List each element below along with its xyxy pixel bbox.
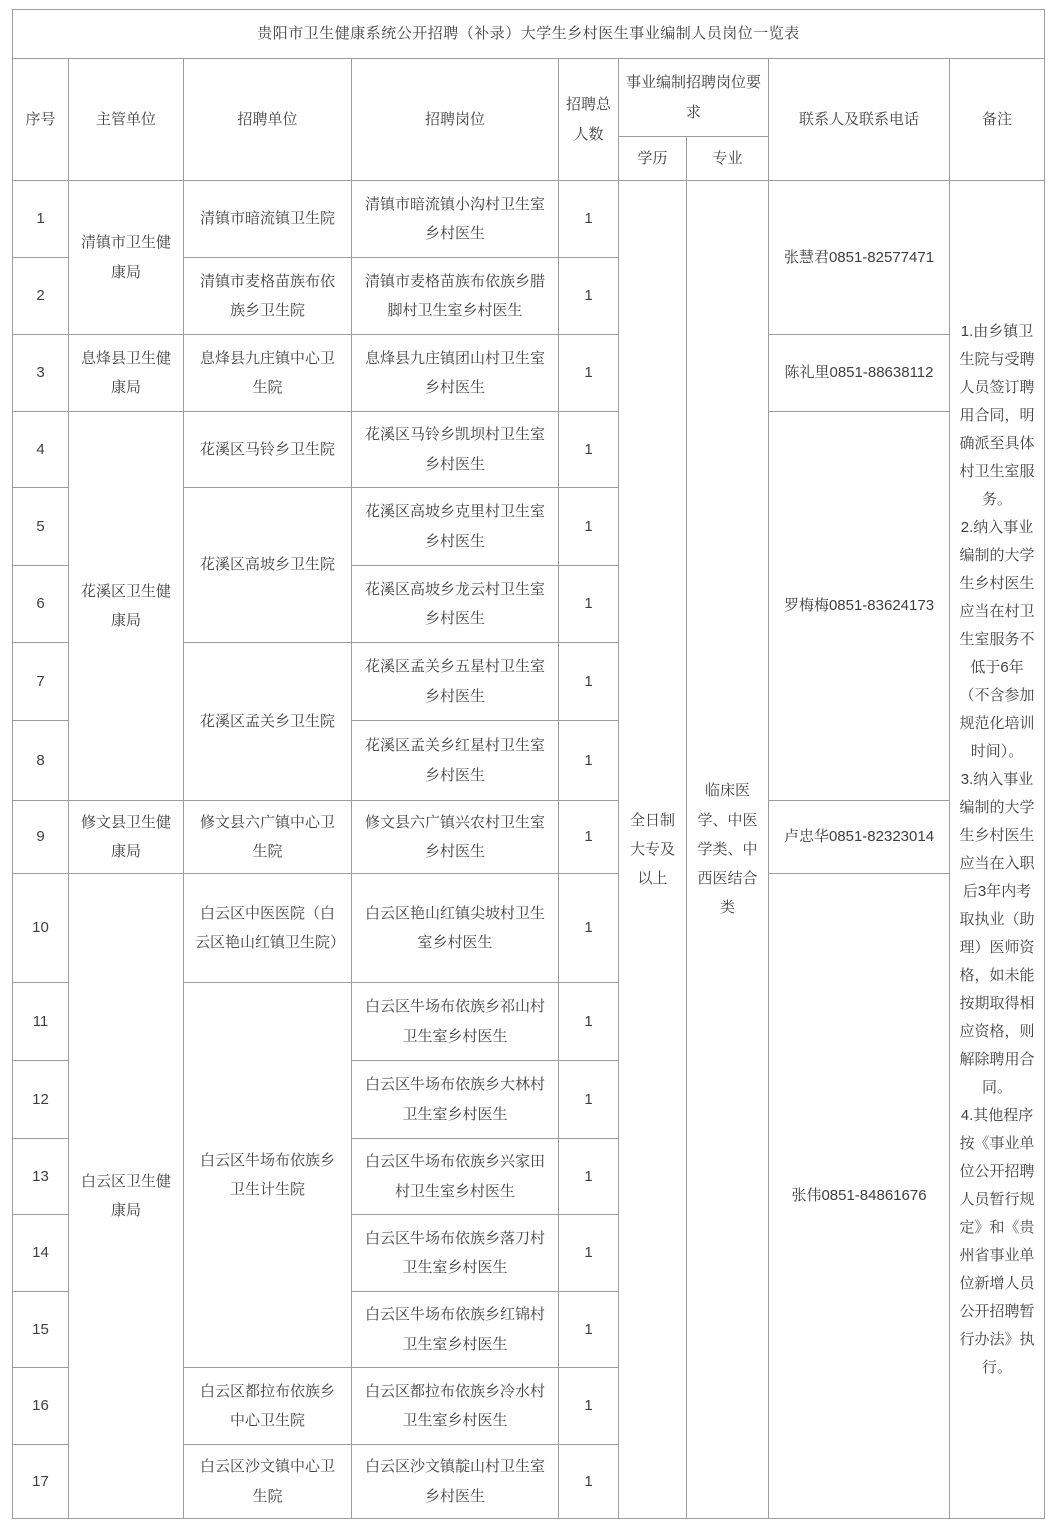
cell-count: 1 <box>559 1061 619 1139</box>
cell-count: 1 <box>559 1139 619 1215</box>
cell-count: 1 <box>559 181 619 258</box>
header-remark: 备注 <box>950 59 1045 181</box>
cell-count: 1 <box>559 1445 619 1519</box>
cell-position: 白云区牛场布依族乡兴家田村卫生室乡村医生 <box>352 1139 559 1215</box>
table-row <box>13 181 1045 258</box>
cell-contact: 张伟0851-84861676 <box>769 874 950 1519</box>
header-position: 招聘岗位 <box>352 59 559 181</box>
cell-position: 白云区艳山红镇尖坡村卫生室乡村医生 <box>352 874 559 983</box>
cell-employer: 白云区中医医院（白云区艳山红镇卫生院） <box>184 874 352 983</box>
cell-count: 1 <box>559 1292 619 1368</box>
cell-position: 修文县六广镇兴农村卫生室乡村医生 <box>352 801 559 874</box>
cell-position: 白云区牛场布依族乡祁山村卫生室乡村医生 <box>352 983 559 1061</box>
cell-position: 白云区牛场布依族乡大林村卫生室乡村医生 <box>352 1061 559 1139</box>
cell-supervisor: 修文县卫生健康局 <box>69 801 184 874</box>
cell-seq: 7 <box>13 643 69 721</box>
cell-position: 花溪区高坡乡克里村卫生室乡村医生 <box>352 488 559 566</box>
cell-seq: 17 <box>13 1445 69 1519</box>
cell-count: 1 <box>559 1215 619 1292</box>
cell-seq: 8 <box>13 721 69 801</box>
cell-seq: 12 <box>13 1061 69 1139</box>
page-title: 贵阳市卫生健康系统公开招聘（补录）大学生乡村医生事业编制人员岗位一览表 <box>13 10 1045 59</box>
cell-seq: 15 <box>13 1292 69 1368</box>
cell-position: 花溪区高坡乡龙云村卫生室乡村医生 <box>352 566 559 643</box>
cell-seq: 13 <box>13 1139 69 1215</box>
table-row <box>13 874 1045 983</box>
header-requirement-group: 事业编制招聘岗位要求 <box>619 59 769 137</box>
cell-seq: 1 <box>13 181 69 258</box>
cell-count: 1 <box>559 566 619 643</box>
cell-count: 1 <box>559 258 619 335</box>
table-row <box>13 412 1045 488</box>
cell-employer: 花溪区高坡乡卫生院 <box>184 488 352 643</box>
cell-count: 1 <box>559 643 619 721</box>
cell-employer: 息烽县九庄镇中心卫生院 <box>184 335 352 412</box>
cell-position: 清镇市麦格苗族布依族乡腊脚村卫生室乡村医生 <box>352 258 559 335</box>
cell-supervisor: 清镇市卫生健康局 <box>69 181 184 335</box>
cell-seq: 10 <box>13 874 69 983</box>
cell-position: 花溪区孟关乡红星村卫生室乡村医生 <box>352 721 559 801</box>
cell-position: 清镇市暗流镇小沟村卫生室乡村医生 <box>352 181 559 258</box>
cell-contact: 陈礼里0851-88638112 <box>769 335 950 412</box>
cell-remarks <box>950 181 1045 1519</box>
remark-item: 3.纳入事业编制的大学生乡村医生应当在入职后3年内考取执业（助理）医师资格，如未能按期取得相应资格，则解除聘用合同。 <box>959 770 1035 1096</box>
header-contact: 联系人及联系电话 <box>769 59 950 181</box>
header-headcount: 招聘总人数 <box>559 59 619 181</box>
cell-supervisor: 花溪区卫生健康局 <box>69 412 184 801</box>
table-row <box>13 801 1045 874</box>
cell-position: 白云区都拉布依族乡冷水村卫生室乡村医生 <box>352 1368 559 1445</box>
cell-employer: 白云区沙文镇中心卫生院 <box>184 1445 352 1519</box>
cell-supervisor: 息烽县卫生健康局 <box>69 335 184 412</box>
cell-seq: 11 <box>13 983 69 1061</box>
cell-seq: 14 <box>13 1215 69 1292</box>
cell-seq: 2 <box>13 258 69 335</box>
cell-count: 1 <box>559 1368 619 1445</box>
cell-count: 1 <box>559 412 619 488</box>
cell-major: 临床医学、中医学类、中西医结合类 <box>687 181 769 1519</box>
cell-seq: 4 <box>13 412 69 488</box>
cell-count: 1 <box>559 983 619 1061</box>
cell-count: 1 <box>559 488 619 566</box>
cell-employer: 白云区都拉布依族乡中心卫生院 <box>184 1368 352 1445</box>
cell-education: 全日制大专及以上 <box>619 181 687 1519</box>
header-education: 学历 <box>619 137 687 181</box>
cell-position: 白云区牛场布依族乡落刀村卫生室乡村医生 <box>352 1215 559 1292</box>
cell-employer: 花溪区马铃乡卫生院 <box>184 412 352 488</box>
cell-employer: 白云区牛场布依族乡卫生计生院 <box>184 983 352 1368</box>
cell-count: 1 <box>559 721 619 801</box>
cell-position: 花溪区马铃乡凯坝村卫生室乡村医生 <box>352 412 559 488</box>
cell-position: 白云区沙文镇靛山村卫生室乡村医生 <box>352 1445 559 1519</box>
cell-count: 1 <box>559 335 619 412</box>
cell-employer: 花溪区孟关乡卫生院 <box>184 643 352 801</box>
cell-employer: 修文县六广镇中心卫生院 <box>184 801 352 874</box>
cell-count: 1 <box>559 801 619 874</box>
cell-supervisor: 白云区卫生健康局 <box>69 874 184 1519</box>
header-major: 专业 <box>687 137 769 181</box>
cell-seq: 6 <box>13 566 69 643</box>
header-employer: 招聘单位 <box>184 59 352 181</box>
remark-item: 1.由乡镇卫生院与受聘人员签订聘用合同，明确派至具体村卫生室服务。 <box>959 322 1035 508</box>
cell-contact: 罗梅梅0851-83624173 <box>769 412 950 801</box>
recruitment-table <box>12 9 1045 1519</box>
header-seq: 序号 <box>13 59 69 181</box>
cell-seq: 16 <box>13 1368 69 1445</box>
cell-seq: 3 <box>13 335 69 412</box>
remark-item: 4.其他程序按《事业单位公开招聘人员暂行规定》和《贵州省事业单位新增人员公开招聘暂行办法》执行。 <box>959 1106 1035 1376</box>
cell-position: 花溪区孟关乡五星村卫生室乡村医生 <box>352 643 559 721</box>
cell-position: 息烽县九庄镇团山村卫生室乡村医生 <box>352 335 559 412</box>
cell-position: 白云区牛场布依族乡红锦村卫生室乡村医生 <box>352 1292 559 1368</box>
cell-contact: 张慧君0851-82577471 <box>769 181 950 335</box>
cell-employer: 清镇市暗流镇卫生院 <box>184 181 352 258</box>
recruitment-table-container <box>12 9 1044 1519</box>
cell-seq: 5 <box>13 488 69 566</box>
cell-seq: 9 <box>13 801 69 874</box>
cell-employer: 清镇市麦格苗族布依族乡卫生院 <box>184 258 352 335</box>
table-row <box>13 335 1045 412</box>
header-supervisor: 主管单位 <box>69 59 184 181</box>
cell-count: 1 <box>559 874 619 983</box>
cell-contact: 卢忠华0851-82323014 <box>769 801 950 874</box>
remark-item: 2.纳入事业编制的大学生乡村医生应当在村卫生室服务不低于6年（不含参加规范化培训时间）。 <box>959 518 1035 760</box>
